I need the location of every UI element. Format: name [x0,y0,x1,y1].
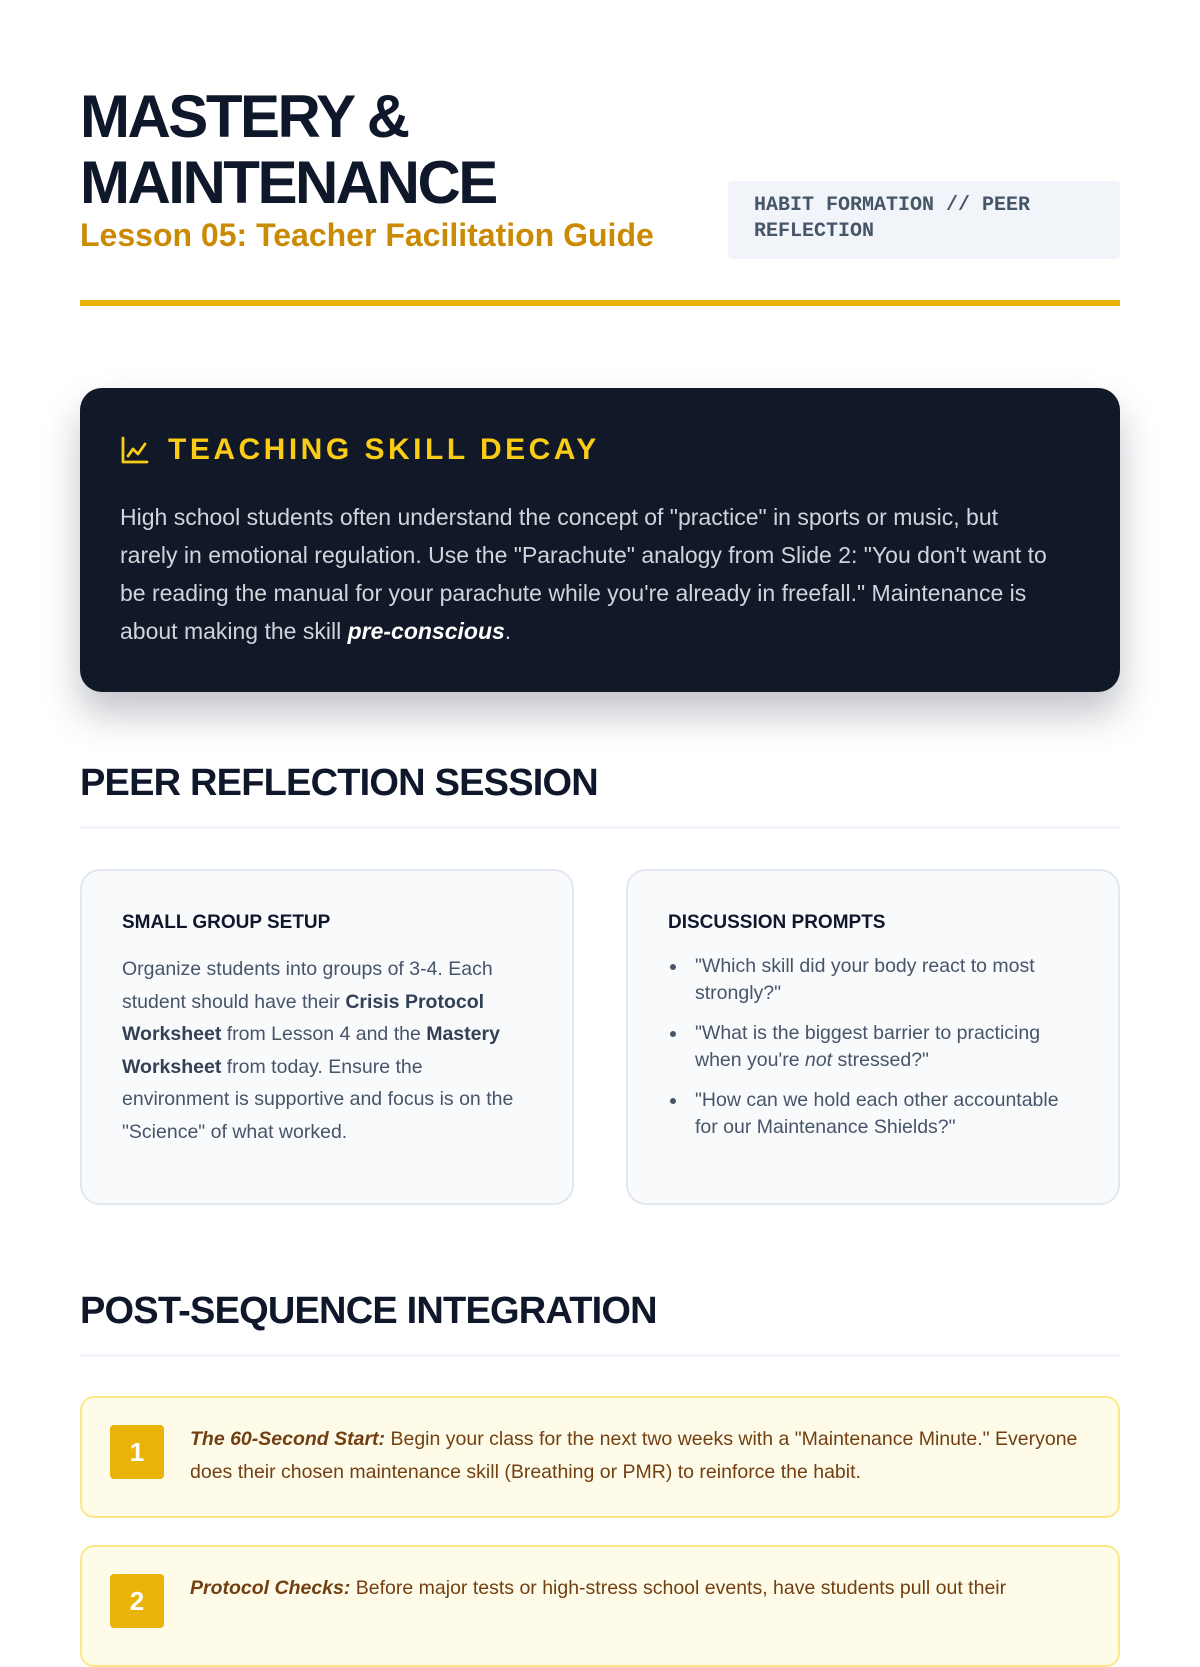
step-lead: Protocol Checks: [190,1577,351,1599]
callout-body-text: High school students often understand the concept of "practice" in sports or music, but rarely in emotional regulation. Use the "Parachute" analogy from Slide 2: "You don't want to be reading the manual for your parachute while you're already in freefall." Maintenance is about making the skill [120,504,1047,644]
setup-text-3: from today. Ensure the environment is supportive and focus is on the "Science" of what worked. [122,1055,514,1143]
page-title-line-1: MASTERY & [80,83,408,150]
callout-body-end: . [504,618,512,644]
step-body: Before major tests or high-stress school events, have students pull out their [350,1577,1007,1599]
callout-body [120,498,1060,650]
prompt-3-text: "How can we hold each other accountable for our Maintenance Shields?" [695,1089,1059,1138]
step-body: Begin your class for the next two weeks with a "Maintenance Minute." Everyone does their chosen maintenance skill (Breathing or PMR) to reinforce the habit. [190,1428,1078,1483]
callout-title: TEACHING SKILL DECAY [168,433,600,466]
prompt-2-text: "What is the biggest barrier to practicing when you're [695,1022,1041,1071]
callout-header [120,432,600,468]
setup-card-title: SMALL GROUP SETUP [122,912,331,933]
page-subtitle: Lesson 05: Teacher Facilitation Guide [80,217,654,253]
setup-text-2: from Lesson 4 and the [221,1023,427,1045]
bullet-icon [670,964,676,970]
header-divider [80,300,1120,306]
crisis-protocol-worksheet-label: Crisis Protocol Worksheet [122,990,485,1045]
prompts-card-title: DISCUSSION PROMPTS [668,912,886,933]
bullet-icon [670,1098,676,1104]
topic-tag: HABIT FORMATION // PEER REFLECTION [728,181,1120,259]
step-text [190,1572,1090,1605]
page-header [80,84,1120,304]
prompt-item [668,1020,1078,1073]
page-title-line-2: MAINTENANCE [80,149,496,216]
prompt-2-emphasis: not [804,1048,833,1071]
prompt-item [668,1087,1078,1140]
bullet-icon [670,1031,676,1037]
discussion-prompts-card [626,869,1120,1205]
peer-section-title: PEER REFLECTION SESSION [80,762,598,804]
small-group-setup-card [80,869,574,1205]
integration-step-1 [80,1396,1120,1518]
integration-step-2 [80,1545,1120,1667]
line-chart-icon [120,435,150,465]
mastery-worksheet-label: Mastery Worksheet [122,1023,500,1078]
prompt-2-end: stressed?" [832,1048,929,1071]
setup-card-text [122,953,532,1148]
integration-section-divider [80,1354,1120,1357]
integration-section-title: POST-SEQUENCE INTEGRATION [80,1290,657,1332]
prompt-1-text: "Which skill did your body react to most strongly?" [695,955,1035,1004]
prompt-list [668,953,1078,1140]
step-number-badge: 2 [110,1574,164,1628]
step-number-badge: 1 [110,1425,164,1479]
step-lead: The 60-Second Start: [190,1428,386,1450]
peer-section-divider [80,826,1120,829]
step-text [190,1423,1090,1489]
prompt-item [668,953,1078,1006]
skill-decay-callout [80,388,1120,692]
callout-emphasis: pre-conscious [347,618,505,644]
setup-text-1: Organize students into groups of 3-4. Each student should have their [122,958,493,1013]
